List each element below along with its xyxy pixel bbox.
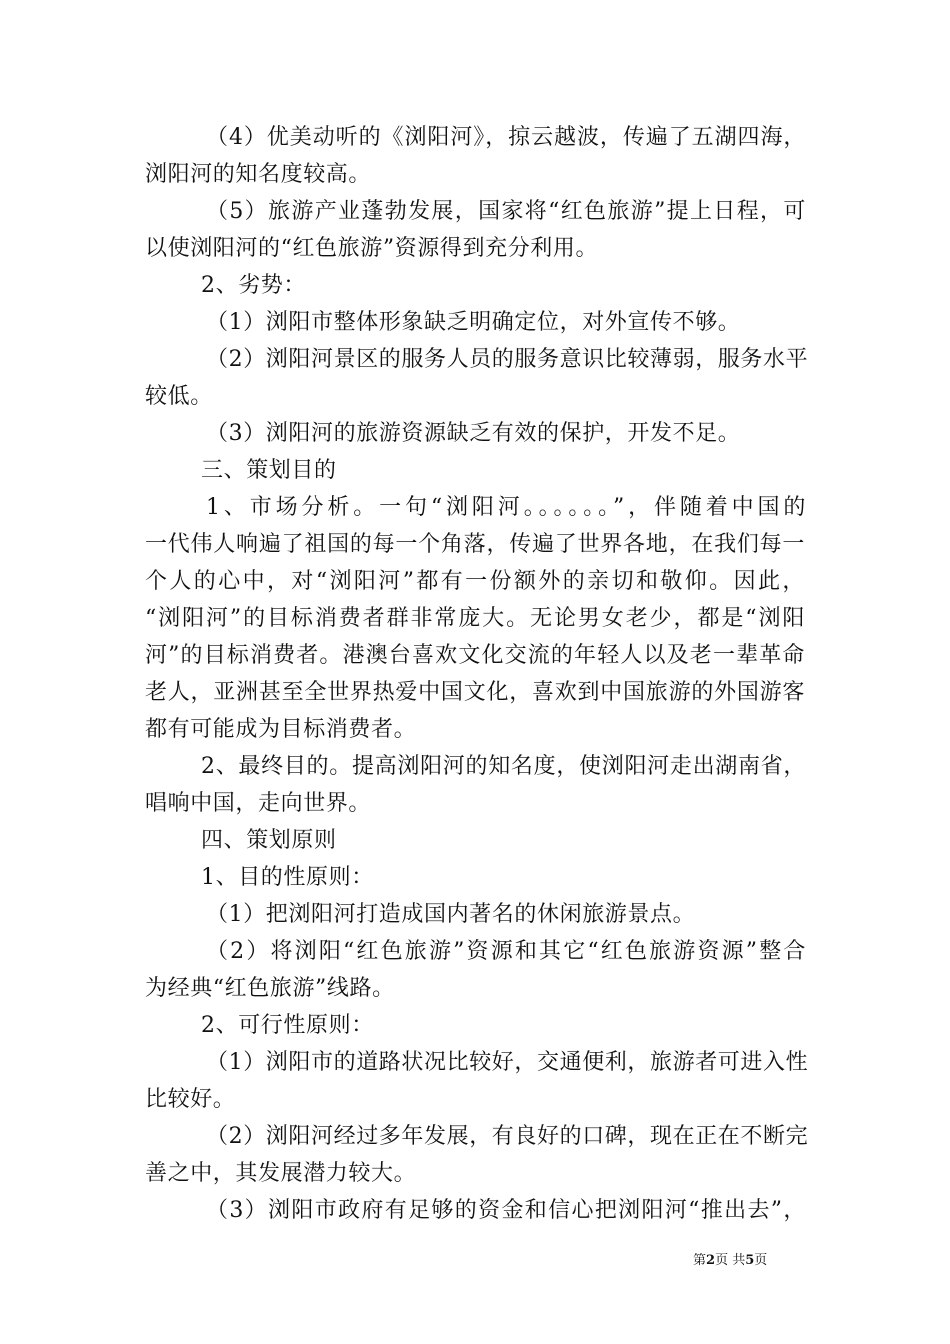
section-subheading: 2、可行性原则： [201,1013,374,1038]
footer-total-pages: 5 [745,1253,755,1268]
section-subheading: 1、目的性原则： [201,865,374,890]
section-heading: 三、策划目的 [201,458,337,483]
page-footer [693,1252,767,1270]
paragraph-line: 都有可能成为目标消费者。 [145,717,417,742]
paragraph-line: 河”的目标消费者。港澳台喜欢文化交流的年轻人以及老一辈革命 [145,643,805,668]
paragraph-line: （1）把浏阳河打造成国内著名的休闲旅游景点。 [206,902,696,927]
paragraph-line: 为经典“红色旅游”线路。 [145,976,395,1001]
paragraph-line: 比较好。 [145,1087,236,1112]
paragraph-line: 1、市场分析。一句“浏阳河。。。。。。”，伴随着中国的 [206,495,806,520]
paragraph-line: （5）旅游产业蓬勃发展，国家将“红色旅游”提上日程，可 [206,199,806,224]
section-heading: 四、策划原则 [201,828,337,853]
footer-suffix: 页 [754,1253,768,1268]
section-subheading: 2、劣势： [201,273,306,298]
paragraph-line: （3）浏阳河的旅游资源缺乏有效的保护，开发不足。 [206,421,741,446]
paragraph-line: 个人的心中，对“浏阳河”都有一份额外的亲切和敬仰。因此， [145,569,805,594]
footer-middle: 页 共 [715,1253,746,1268]
paragraph-line: （1）浏阳市整体形象缺乏明确定位，对外宣传不够。 [206,310,741,335]
paragraph-line: （2）浏阳河经过多年发展，有良好的口碑，现在正在不断完 [206,1124,809,1149]
paragraph-line: 善之中，其发展潜力较大。 [145,1161,417,1186]
paragraph-line: 2、最终目的。提高浏阳河的知名度，使浏阳河走出湖南省， [201,754,806,779]
paragraph-line: 浏阳河的知名度较高。 [145,162,372,187]
paragraph-line: （4）优美动听的《浏阳河》，掠云越波，传遍了五湖四海， [206,125,806,150]
paragraph-line: 老人，亚洲甚至全世界热爱中国文化，喜欢到中国旅游的外国游客 [145,680,805,705]
footer-prefix: 第 [693,1253,707,1268]
paragraph-line: 较低。 [145,384,213,409]
paragraph-line: （1）浏阳市的道路状况比较好，交通便利，旅游者可进入性 [206,1050,809,1075]
paragraph-line: （3）浏阳市政府有足够的资金和信心把浏阳河“推出去”， [206,1198,806,1223]
footer-page-number: 2 [706,1253,716,1268]
paragraph-line: 唱响中国，走向世界。 [145,791,372,816]
paragraph-line: “浏阳河”的目标消费者群非常庞大。无论男女老少，都是“浏阳 [145,606,805,631]
paragraph-line: （2）浏阳河景区的服务人员的服务意识比较薄弱，服务水平 [206,347,809,372]
paragraph-line: 以使浏阳河的“红色旅游”资源得到充分利用。 [145,236,599,261]
paragraph-line: （2）将浏阳“红色旅游”资源和其它“红色旅游资源”整合 [206,939,806,964]
paragraph-line: 一代伟人响遍了祖国的每一个角落，传遍了世界各地，在我们每一 [145,532,805,557]
